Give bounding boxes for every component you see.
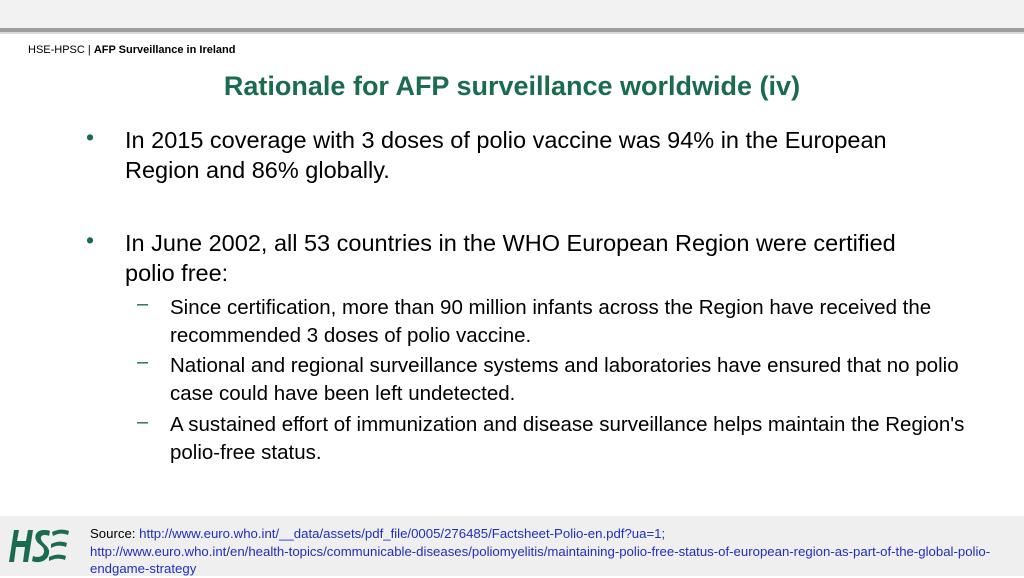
source-link-who-page[interactable]: http://www.euro.who.int/en/health-topics/communicable-diseases/poliomyelitis/maintaining-polio-free-status-of-european-region-as-part-of-the-global-polio-endgame-strategy <box>90 543 991 576</box>
bullet-marker-2: • <box>86 227 95 253</box>
sub-bullet-marker-2: – <box>137 351 149 373</box>
sub-bullet-text-1: Since certification, more than 90 million infants across the Region have received the recommended 3 doses of polio vaccine. <box>170 296 932 347</box>
top-rule-shadow <box>0 32 1024 34</box>
slide-title: Rationale for AFP surveillance worldwide (iv) <box>223 71 801 101</box>
bullet-marker-1: • <box>86 124 95 150</box>
source-citation <box>90 525 1005 578</box>
bullet-text-2: In June 2002, all 53 countries in the WHO European Region were certified polio free: <box>125 230 896 286</box>
source-label: Source: <box>90 526 140 541</box>
bullet-text-1: In 2015 coverage with 3 doses of polio vaccine was 94% in the European Region and 86% globally. <box>125 127 887 183</box>
header-section: AFP Surveillance in Ireland <box>93 44 236 56</box>
source-link-factsheet[interactable]: http://www.euro.who.int/__data/assets/pdf_file/0005/276485/Factsheet-Polio-en.pdf?ua=1; <box>139 526 666 541</box>
hse-logo <box>8 520 70 570</box>
top-band <box>0 0 1024 28</box>
sub-bullet-text-2: National and regional surveillance systems and laboratories have ensured that no polio case could have been left undetected. <box>170 354 959 405</box>
sub-bullet-marker-3: – <box>137 411 149 433</box>
header-separator: | <box>84 44 94 56</box>
header-label <box>28 44 235 56</box>
sub-bullet-text-3: A sustained effort of immunization and disease surveillance helps maintain the Region's polio-free status. <box>170 413 965 464</box>
header-org: HSE-HPSC <box>28 44 85 56</box>
sub-bullet-marker-1: – <box>137 293 149 315</box>
